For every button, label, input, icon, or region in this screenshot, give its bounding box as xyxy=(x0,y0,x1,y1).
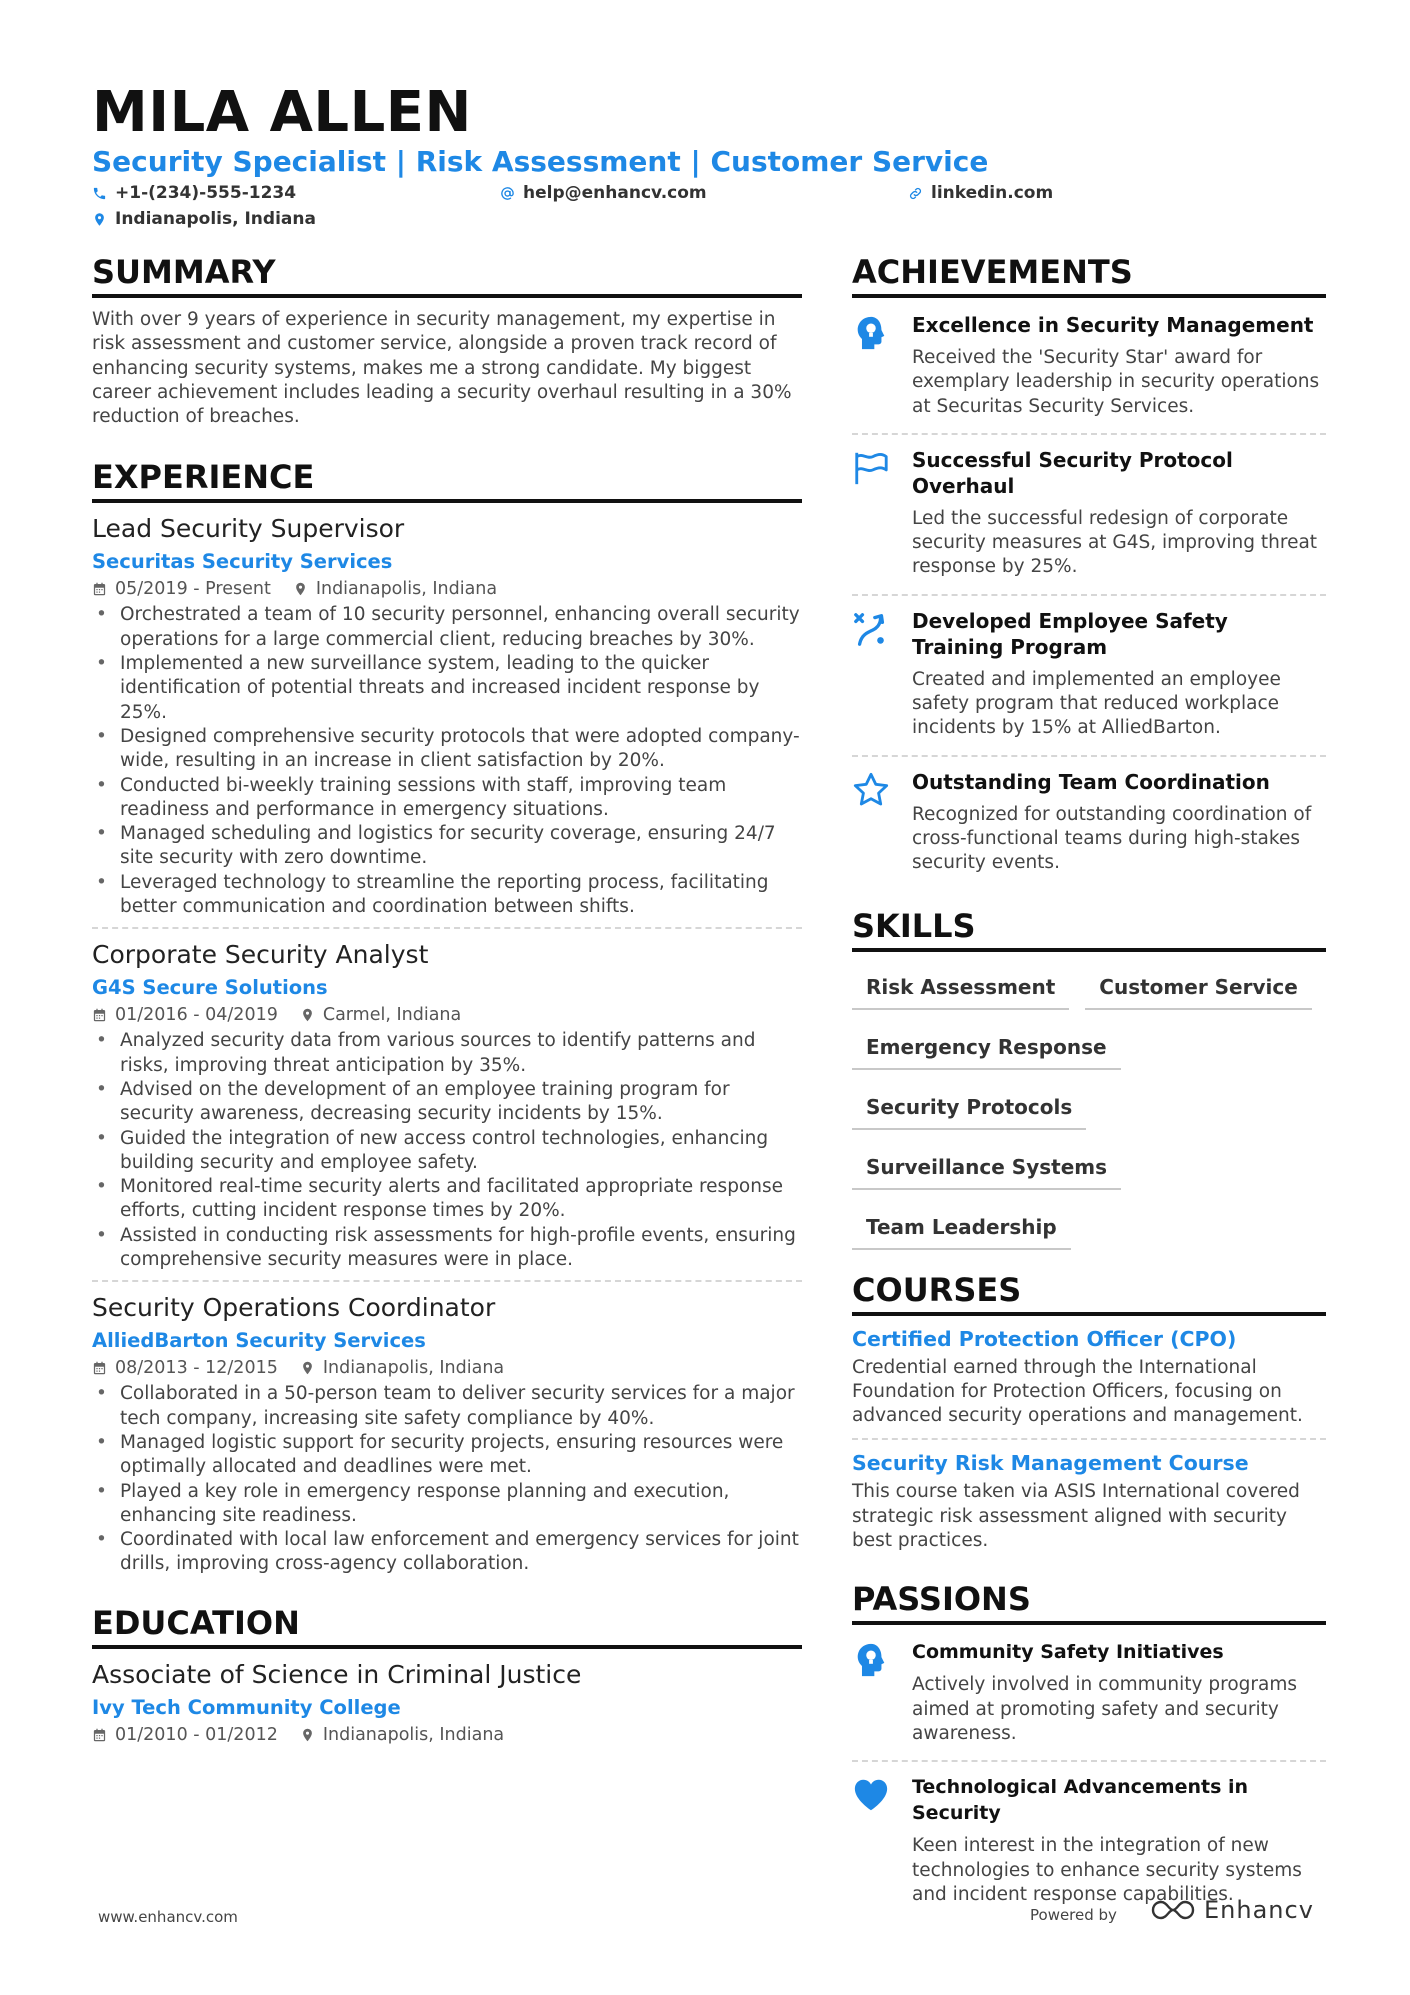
contact-location xyxy=(92,208,316,230)
job-location xyxy=(293,577,497,601)
strategy-icon xyxy=(852,610,890,648)
job-bullets xyxy=(92,1382,802,1576)
passion-item xyxy=(852,1627,1326,1762)
education-heading: EDUCATION xyxy=(92,1603,802,1649)
bullet-item: • Monitored real-time security alerts and facilitated appropriate response efforts, cutting incident response times by 20%. xyxy=(92,1175,802,1224)
bullet-item: • Managed logistic support for security projects, ensuring resources were optimally allocated and deadlines were met. xyxy=(92,1431,802,1480)
achievement-desc: Recognized for outstanding coordination of cross-functional teams during high-stakes security events. xyxy=(912,803,1312,874)
calendar-icon xyxy=(92,1007,107,1023)
skills-section xyxy=(852,906,1326,1260)
location-text: Indianapolis, Indiana xyxy=(115,209,316,229)
skill-tag: Team Leadership xyxy=(852,1210,1071,1250)
bullet-item: • Guided the integration of new access control technologies, enhancing building security and employee safety. xyxy=(92,1127,802,1176)
bullet-item: • Orchestrated a team of 10 security personnel, enhancing overall security operations for a large commercial client, reducing breaches by 30%. xyxy=(92,603,802,652)
education-section xyxy=(92,1603,802,1747)
achievement-item xyxy=(852,435,1326,596)
company-name: Securitas Security Services xyxy=(92,550,393,574)
brand-logo[interactable] xyxy=(1150,1896,1314,1924)
achievement-title: Developed Employee Safety Training Program xyxy=(912,608,1228,659)
education-dates-text: 01/2010 - 01/2012 xyxy=(115,1724,278,1745)
education-meta xyxy=(92,1723,802,1747)
left-column xyxy=(92,252,802,1747)
school-name: Ivy Tech Community College xyxy=(92,1695,401,1719)
education-location xyxy=(300,1723,504,1747)
location-pin-icon xyxy=(300,1007,315,1023)
experience-heading: EXPERIENCE xyxy=(92,457,802,503)
passions-heading: PASSIONS xyxy=(852,1579,1326,1625)
calendar-icon xyxy=(92,1727,107,1743)
job-entry xyxy=(92,513,802,927)
head-bulb-icon xyxy=(852,314,890,352)
achievement-desc: Created and implemented an employee safety program that reduced workplace incidents by 15% at AlliedBarton. xyxy=(912,668,1281,739)
contact-phone xyxy=(92,182,296,204)
job-dates-text: 08/2013 - 12/2015 xyxy=(115,1358,278,1379)
job-dates xyxy=(92,1003,278,1027)
head-bulb-icon xyxy=(852,1641,890,1679)
bullet-item: • Designed comprehensive security protocols that were adopted company-wide, resulting in an increase in client satisfaction by 20%. xyxy=(92,725,802,774)
education-location-text: Indianapolis, Indiana xyxy=(322,1724,505,1745)
passion-desc: Keen interest in the integration of new technologies to enhance security systems and incident response capabilities. xyxy=(912,1835,1302,1905)
passion-body xyxy=(912,1639,1326,1746)
candidate-name: MILA ALLEN xyxy=(92,80,472,145)
job-title: Corporate Security Analyst xyxy=(92,940,429,970)
bullet-item: • Managed scheduling and logistics for security coverage, ensuring 24/7 site security with zero downtime. xyxy=(92,822,802,871)
job-location-text: Carmel, Indiana xyxy=(322,1005,462,1026)
education-dates xyxy=(92,1723,278,1747)
summary-heading: SUMMARY xyxy=(92,252,802,298)
passion-title: Technological Advancements in Security xyxy=(912,1776,1249,1825)
course-item xyxy=(852,1440,1326,1563)
at-icon xyxy=(500,186,515,201)
achievement-body xyxy=(912,608,1326,741)
job-entry xyxy=(92,927,802,1280)
achievement-icon-wrap xyxy=(852,608,912,741)
job-location xyxy=(300,1003,461,1027)
location-pin-icon xyxy=(92,212,107,227)
flag-icon xyxy=(852,449,890,487)
course-title: Certified Protection Officer (CPO) xyxy=(852,1326,1237,1351)
skill-tag: Customer Service xyxy=(1085,970,1312,1010)
footer-url[interactable]: www.enhancv.com xyxy=(98,1908,238,1926)
job-dates-text: 01/2016 - 04/2019 xyxy=(115,1005,278,1026)
email-text: help@enhancv.com xyxy=(523,183,707,203)
course-title: Security Risk Management Course xyxy=(852,1451,1249,1476)
degree-title: Associate of Science in Criminal Justice xyxy=(92,1659,582,1689)
course-desc: This course taken via ASIS International covered strategic risk assessment aligned with security best practices. xyxy=(852,1481,1300,1552)
achievement-item xyxy=(852,757,1326,890)
skills-list xyxy=(852,962,1326,1260)
job-bullets xyxy=(92,1029,802,1272)
bullet-item: • Leveraged technology to streamline the reporting process, facilitating better communication and coordination between shifts. xyxy=(92,871,802,920)
skill-tag: Security Protocols xyxy=(852,1090,1086,1130)
bullet-item: • Analyzed security data from various sources to identify patterns and risks, improving threat anticipation by 35%. xyxy=(92,1029,802,1078)
job-entry xyxy=(92,1280,802,1584)
calendar-icon xyxy=(92,581,107,597)
job-location-text: Indianapolis, Indiana xyxy=(322,1358,505,1379)
linkedin-text: linkedin.com xyxy=(931,183,1054,203)
bullet-item: • Collaborated in a 50-person team to deliver security services for a major tech company, increasing site safety compliance by 40%. xyxy=(92,1382,802,1431)
achievement-title: Outstanding Team Coordination xyxy=(912,769,1270,794)
phone-icon xyxy=(92,186,107,201)
bullet-item: • Played a key role in emergency response planning and execution, enhancing site readiness. xyxy=(92,1480,802,1529)
achievement-desc: Led the successful redesign of corporate security measures at G4S, improving threat response by 25%. xyxy=(912,507,1318,578)
courses-section xyxy=(852,1270,1326,1564)
contact-linkedin[interactable] xyxy=(908,182,1053,204)
job-title: Lead Security Supervisor xyxy=(92,514,405,544)
heart-icon xyxy=(852,1776,890,1814)
achievement-item xyxy=(852,300,1326,435)
achievements-heading: ACHIEVEMENTS xyxy=(852,252,1326,298)
job-bullets xyxy=(92,603,802,919)
skill-tag: Risk Assessment xyxy=(852,970,1069,1010)
achievement-icon-wrap xyxy=(852,447,912,580)
right-column xyxy=(852,252,1326,1921)
job-dates xyxy=(92,1356,278,1380)
course-desc: Credential earned through the International Foundation for Protection Officers, focusing on advanced security operations and management. xyxy=(852,1356,1303,1427)
passion-icon-wrap xyxy=(852,1639,912,1746)
passions-section xyxy=(852,1579,1326,1921)
job-meta xyxy=(92,577,802,601)
achievement-icon-wrap xyxy=(852,769,912,876)
summary-text: With over 9 years of experience in security management, my expertise in risk assessment and customer service, alongside a proven track record of enhancing security systems, makes me a strong candidate. My biggest career achievement includes leading a security overhaul resulting in a 30% reduction of breaches. xyxy=(92,309,792,428)
candidate-title: Security Specialist | Risk Assessment | Customer Service xyxy=(92,145,989,178)
job-title: Security Operations Coordinator xyxy=(92,1293,496,1323)
company-name: G4S Secure Solutions xyxy=(92,976,328,1000)
passion-body xyxy=(912,1774,1326,1907)
bullet-item: • Coordinated with local law enforcement and emergency services for joint drills, improving cross-agency collaboration. xyxy=(92,1528,802,1577)
achievement-body xyxy=(912,447,1326,580)
achievement-desc: Received the 'Security Star' award for exemplary leadership in security operations at Securitas Security Services. xyxy=(912,347,1320,417)
phone-text: +1-(234)-555-1234 xyxy=(115,183,297,203)
location-pin-icon xyxy=(300,1727,315,1743)
skills-heading: SKILLS xyxy=(852,906,1326,952)
skill-tag: Emergency Response xyxy=(852,1030,1121,1070)
contact-email[interactable] xyxy=(500,182,707,204)
bullet-item: • Advised on the development of an employee training program for security awareness, decreasing security incidents by 15%. xyxy=(92,1078,802,1127)
star-icon xyxy=(852,771,890,809)
bullet-item: • Assisted in conducting risk assessments for high-profile events, ensuring comprehensive security measures were in place. xyxy=(92,1224,802,1273)
achievement-title: Successful Security Protocol Overhaul xyxy=(912,447,1233,498)
achievement-item xyxy=(852,596,1326,757)
job-dates-text: 05/2019 - Present xyxy=(115,579,271,600)
job-meta xyxy=(92,1356,802,1380)
company-name: AlliedBarton Security Services xyxy=(92,1329,426,1353)
job-meta xyxy=(92,1003,802,1027)
experience-section xyxy=(92,457,802,1584)
achievements-section xyxy=(852,252,1326,890)
skill-tag: Surveillance Systems xyxy=(852,1150,1121,1190)
location-pin-icon xyxy=(300,1360,315,1376)
course-item xyxy=(852,1316,1326,1441)
passion-title: Community Safety Initiatives xyxy=(912,1641,1224,1664)
achievement-title: Excellence in Security Management xyxy=(912,313,1314,337)
enhancv-logo-icon xyxy=(1150,1897,1196,1923)
achievement-body xyxy=(912,769,1326,876)
passion-desc: Actively involved in community programs aimed at promoting safety and security awareness. xyxy=(912,1674,1297,1744)
powered-by-label: Powered by xyxy=(1030,1906,1117,1924)
bullet-item: • Conducted bi-weekly training sessions with staff, improving team readiness and performance in emergency situations. xyxy=(92,774,802,823)
job-dates xyxy=(92,577,271,601)
location-pin-icon xyxy=(293,581,308,597)
link-icon xyxy=(908,186,923,201)
job-location-text: Indianapolis, Indiana xyxy=(315,579,498,600)
calendar-icon xyxy=(92,1360,107,1376)
achievement-body xyxy=(912,312,1326,419)
bullet-item: • Implemented a new surveillance system, leading to the quicker identification of potential threats and increased incident response by 25%. xyxy=(92,652,802,725)
summary-section xyxy=(92,252,802,429)
achievement-icon-wrap xyxy=(852,312,912,419)
passion-icon-wrap xyxy=(852,1774,912,1907)
brand-name: Enhancv xyxy=(1204,1896,1314,1924)
courses-heading: COURSES xyxy=(852,1270,1326,1316)
job-location xyxy=(300,1356,504,1380)
